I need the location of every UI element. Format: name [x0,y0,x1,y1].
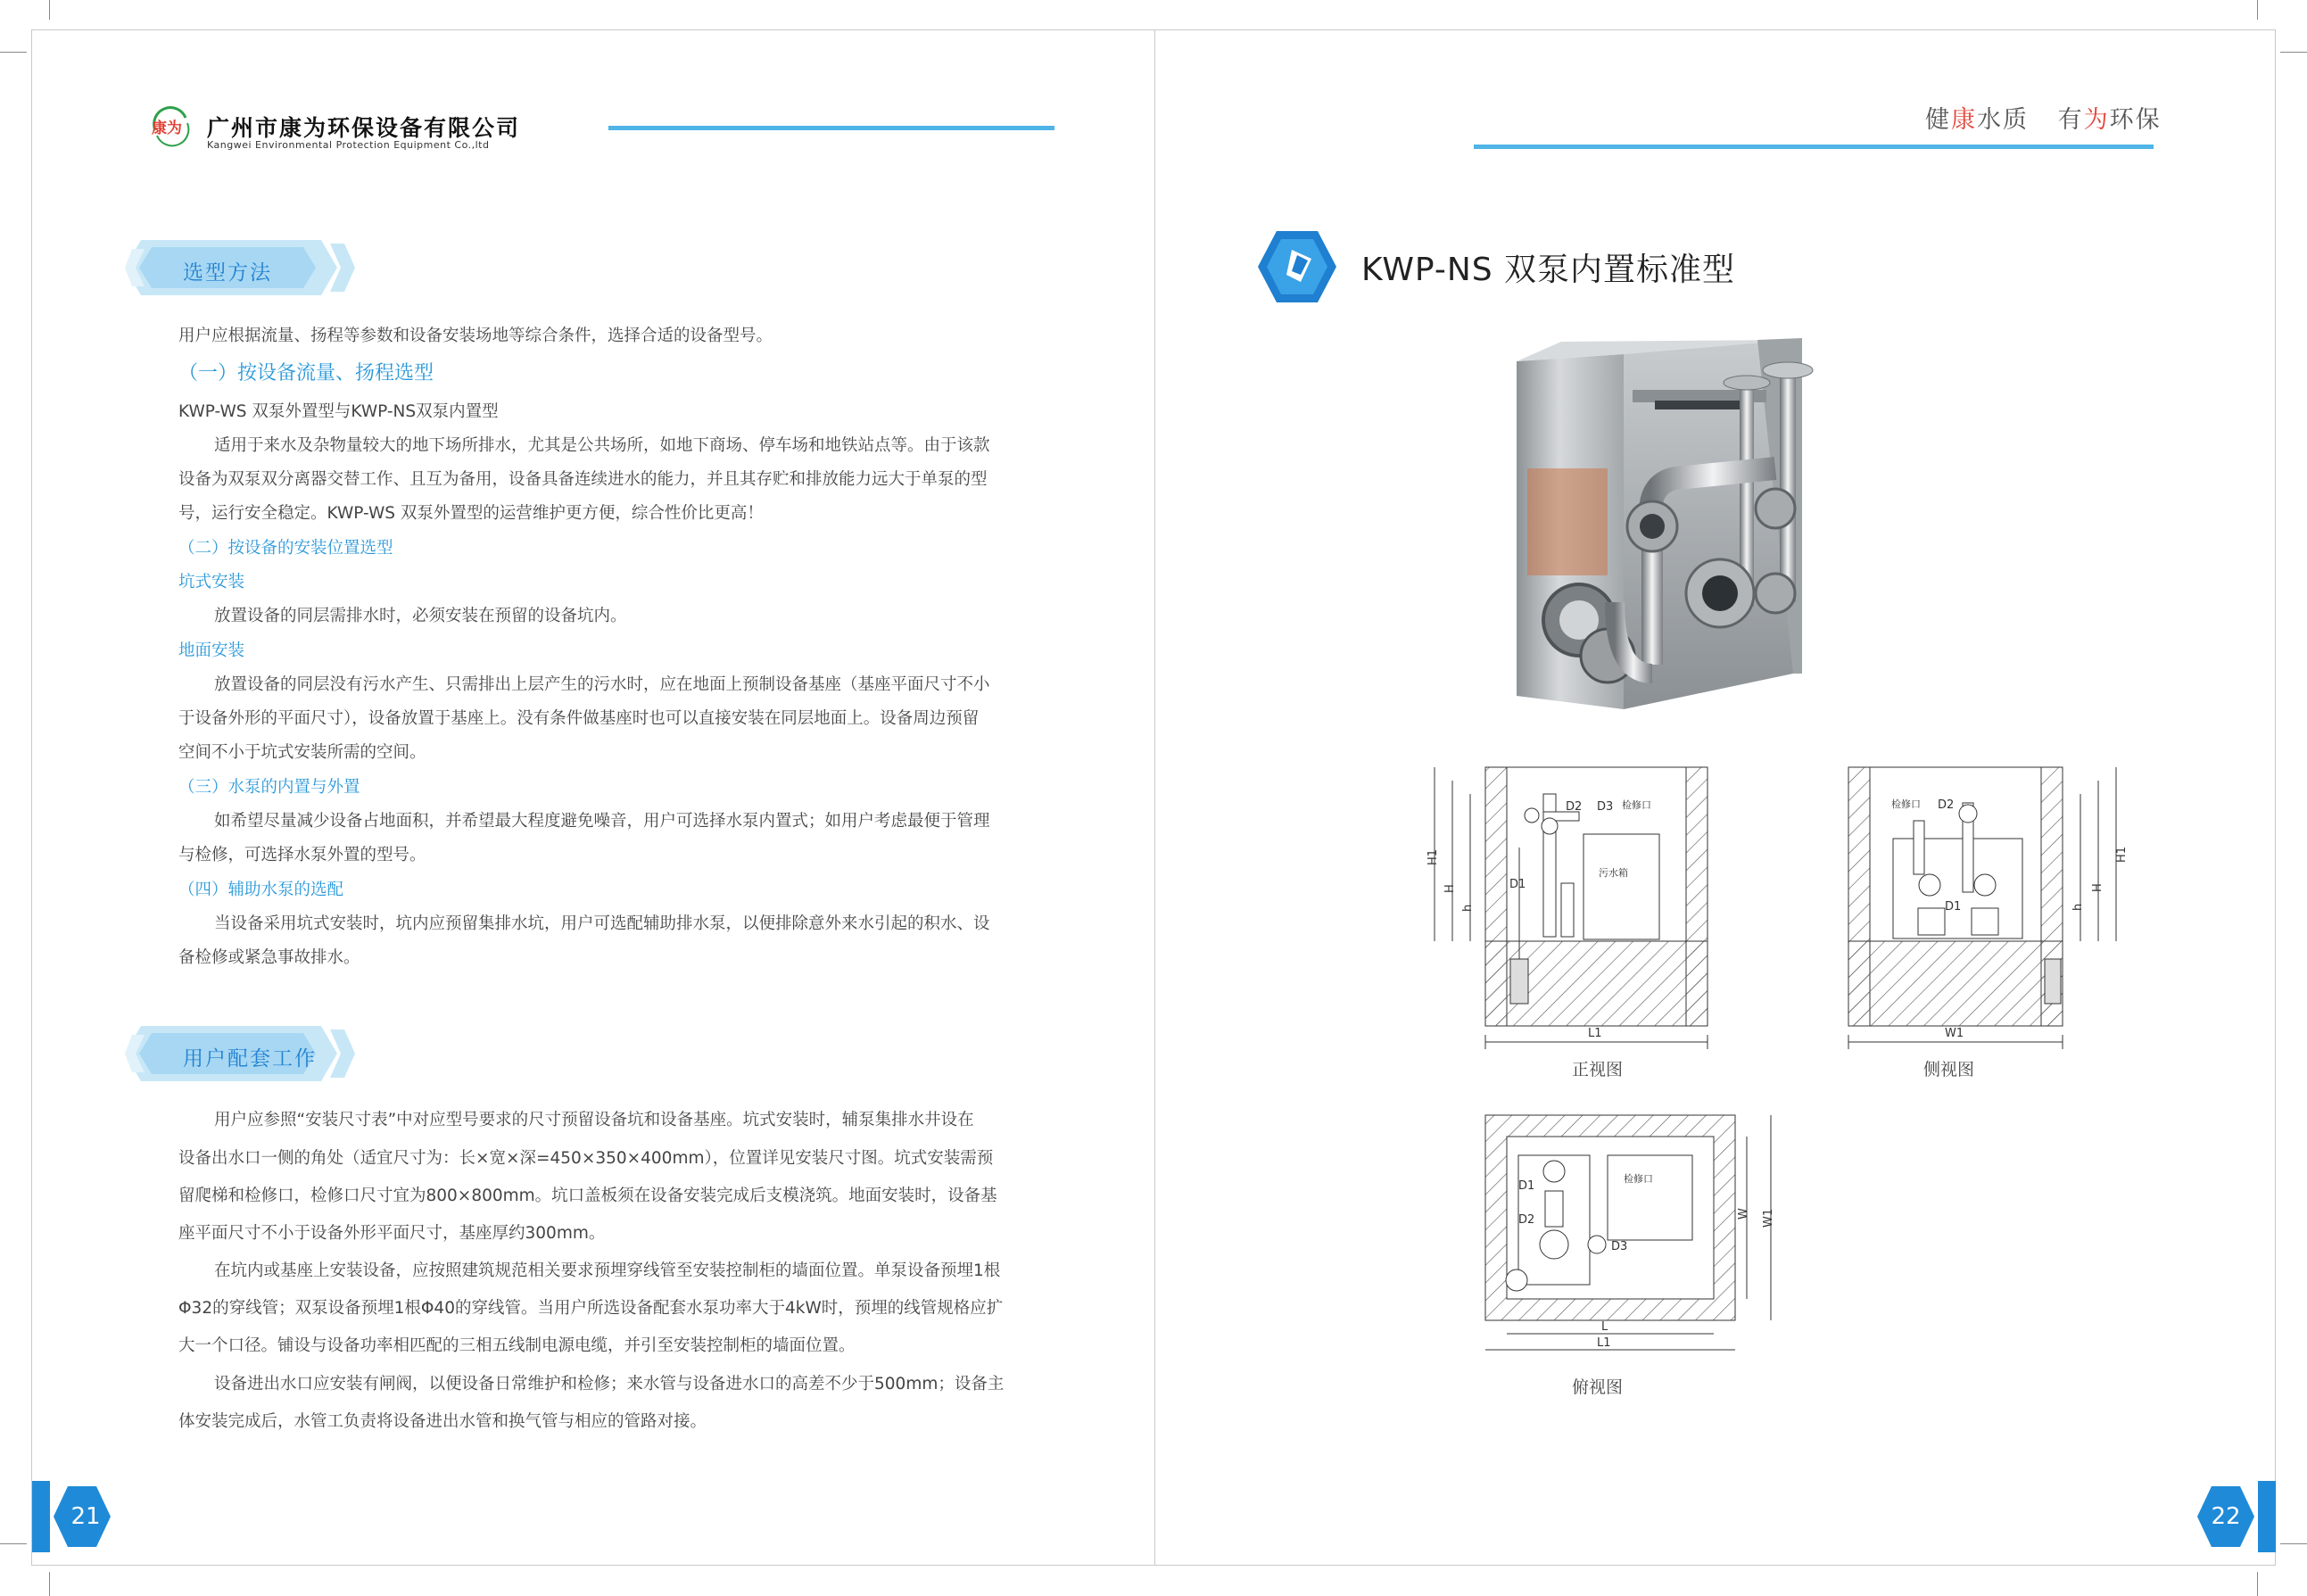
paragraph-line: 在坑内或基座上安装设备，应按照建筑规范相关要求预埋穿线管至安装控制柜的墙面位置。单泵设备预埋1根 [214,1261,1001,1280]
label-inspection: 检修口 [1624,1173,1653,1185]
product-title: KWP-NS 双泵内置标准型 [1361,252,1736,288]
label-h-small: h [2071,903,2085,911]
company-logo [150,105,193,148]
paragraph-line: 大一个口径。铺设与设备功率相匹配的三相五线制电源电缆，并引至安装控制柜的墙面位置。 [178,1336,856,1355]
paragraph-line: 如希望尽量减少设备占地面积，并希望最大程度避免噪音，用户可选择水泵内置式；如用户考虑最便于管理 [214,812,990,831]
product-image [1508,335,1980,727]
label-d2: D2 [1938,798,1955,812]
paragraph-line: 用户应参照“安装尺寸表”中对应型号要求的尺寸预留设备坑和设备基座。坑式安装时，辅泵集排水井设在 [214,1111,974,1129]
paragraph-line: 号，运行安全稳定。KWP-WS 双泵外置型的运营维护更方便，综合性价比更高！ [178,504,764,523]
top-view-drawing [1463,1111,1784,1360]
label-h: H [2091,883,2104,892]
label-l1: L1 [1588,1027,1602,1040]
models-line: KWP-WS 双泵外置型与KWP-NS双泵内置型 [178,402,499,421]
label-d1: D1 [1945,900,1962,914]
paragraph-line: 座平面尺寸不小于设备外形平面尺寸，基座厚约300mm。 [178,1224,606,1243]
label-d2: D2 [1566,800,1583,814]
header-rule [608,126,1054,130]
page-number: 22 [2211,1503,2241,1530]
page-number: 21 [70,1503,101,1530]
header-rule [1474,145,2154,149]
crop-mark [2257,0,2258,20]
slogan-char: 有 [2057,106,2084,134]
paragraph-line: 适用于来水及杂物量较大的地下场所排水，尤其是公共场所，如地下商场、停车场和地铁站点等。由于该款 [214,436,990,455]
paragraph-line: 设备出水口一侧的角处（适宜尺寸为：长×宽×深=450×350×400mm），位置详见安装尺寸图。坑式安装需预 [178,1149,994,1168]
label-h1: H1 [2115,846,2129,863]
label-sewage-tank: 污水箱 [1599,867,1628,879]
crop-mark [49,1572,50,1596]
company-name-en: Kangwei Environmental Protection Equipment Co.,ltd [207,139,490,151]
paragraph-line: 空间不小于坑式安装所需的空间。 [178,743,426,762]
crop-mark [2257,1572,2258,1596]
label-inspection: 检修口 [1891,798,1921,810]
paragraph-line: 留爬梯和检修口，检修口尺寸宜为800×800mm。坑口盖板须在设备安装完成后支模浇筑。地面安装时，设备基 [178,1187,997,1205]
intro-text: 用户应根据流量、扬程等参数和设备安装场地等综合条件，选择合适的设备型号。 [178,327,773,345]
ground-install-heading: 地面安装 [178,641,245,660]
paragraph-line: 与检修，可选择水泵外置的型号。 [178,846,426,864]
paragraph-line: 放置设备的同层需排水时，必须安装在预留的设备坑内。 [214,607,627,625]
subheading-3: （三）水泵的内置与外置 [178,778,360,797]
crop-mark [2280,1543,2307,1544]
label-w1: W1 [1762,1208,1775,1228]
label-w: W [1737,1208,1750,1220]
front-view-caption: 正视图 [1572,1060,1624,1079]
paragraph-line: 设备为双泵双分离器交替工作、且互为备用，设备具备连续进水的能力，并且其存贮和排放能力远大于单泵的型 [178,470,988,489]
label-h1: H1 [1426,848,1440,865]
slogan-char-highlight: 为 [2083,106,2110,134]
label-h-small: h [1461,904,1475,912]
side-view-drawing [1838,758,2150,1062]
crop-mark [0,1543,27,1544]
slogan [1925,100,2162,135]
label-l1: L1 [1597,1336,1611,1350]
subheading-1: （一）按设备流量、扬程选型 [178,362,434,385]
paragraph-line: 设备进出水口应安装有闸阀，以便设备日常维护和检修；来水管与设备进水口的高差不少于500mm；设备主 [214,1375,1005,1393]
section-header-user-work [125,1022,357,1085]
label-w1: W1 [1945,1027,1964,1040]
top-view-caption: 俯视图 [1572,1377,1624,1397]
paragraph-line: Φ32的穿线管；双泵设备预埋1根Φ40的穿线管。当用户所选设备配套水泵功率大于4kW时，预埋的线管规格应扩 [178,1299,1004,1318]
slogan-char: 水质 [1977,106,2029,134]
slogan-char-highlight: 康 [1951,106,1977,134]
label-d2: D2 [1518,1213,1535,1227]
paragraph-line: 当设备采用坑式安装时，坑内应预留集排水坑，用户可选配辅助排水泵，以便排除意外来水引起的积水、设 [214,914,990,933]
subheading-2: （二）按设备的安装位置选型 [178,539,393,558]
label-d1: D1 [1509,878,1526,891]
label-d3: D3 [1597,800,1614,814]
label-l: L [1601,1320,1608,1334]
paragraph-line: 备检修或紧急事故排水。 [178,948,360,967]
front-view-drawing [1410,758,1722,1062]
company-name-cn: 广州市康为环保设备有限公司 [207,115,521,141]
crop-mark [49,0,50,20]
side-view-caption: 侧视图 [1923,1060,1975,1079]
slogan-char: 健 [1925,106,1951,134]
logo-text: 康为 [152,120,182,137]
paragraph-line: 体安装完成后，水管工负责将设备进出水管和换气管与相应的管路对接。 [178,1412,707,1431]
slogan-char: 环保 [2109,106,2162,134]
paragraph-line: 放置设备的同层没有污水产生、只需排出上层产生的污水时，应在地面上预制设备基座（基座平面尺寸不小 [214,675,990,694]
crop-mark [2280,52,2307,53]
hexagon-icon [1256,228,1338,305]
section-title: 选型方法 [183,261,272,285]
label-inspection: 检修口 [1622,799,1651,811]
crop-mark [0,52,27,53]
subheading-4: （四）辅助水泵的选配 [178,881,344,899]
section-header-selection [125,236,357,299]
section-title: 用户配套工作 [183,1047,317,1071]
pit-install-heading: 坑式安装 [178,573,245,591]
label-d3: D3 [1611,1240,1628,1253]
label-d1: D1 [1518,1179,1535,1193]
paragraph-line: 于设备外形的平面尺寸），设备放置于基座上。没有条件做基座时也可以直接安装在同层地面上。设备周边预留 [178,709,980,728]
label-h: H [1443,884,1457,893]
